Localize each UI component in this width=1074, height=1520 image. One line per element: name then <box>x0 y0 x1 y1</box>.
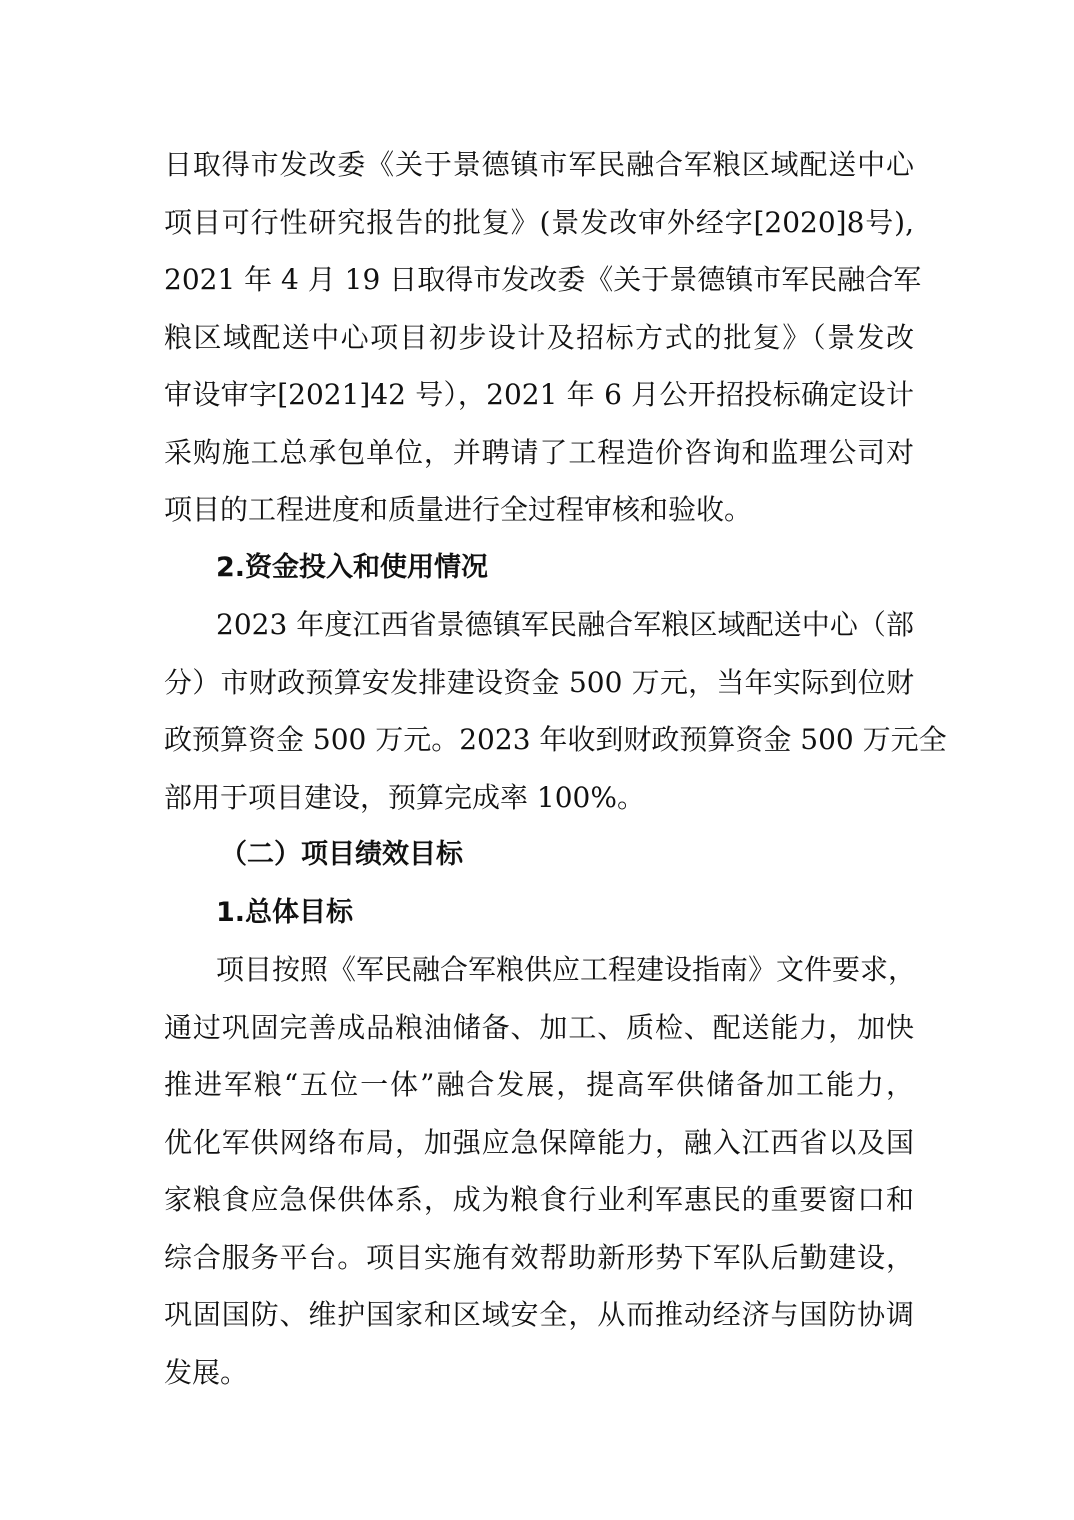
text-line: 巩固国防、维护国家和区域安全，从而推动经济与国防协调 <box>164 1298 914 1331</box>
text-line: 项目可行性研究报告的批复》(景发改审外经字[2020]8号), <box>164 205 914 239</box>
text-line: 发展。 <box>164 1355 249 1389</box>
text-line: 优化军供网络布局，加强应急保障能力，融入江西省以及国 <box>164 1125 914 1159</box>
text-line: 通过巩固完善成品粮油储备、加工、质检、配送能力，加快 <box>164 1010 914 1044</box>
text-line: 项目按照《军民融合军粮供应工程建设指南》文件要求， <box>216 953 917 986</box>
text-line: 审设审字[2021]42 号），2021 年 6 月公开招投标确定设计 <box>164 378 914 411</box>
text-line: 日取得市发改委《关于景德镇市军民融合军粮区域配送中心 <box>164 148 914 181</box>
text-line: 采购施工总承包单位，并聘请了工程造价咨询和监理公司对 <box>164 435 914 469</box>
paragraph-approvals <box>164 136 922 539</box>
text-line: 家粮食应急保供体系，成为粮食行业利军惠民的重要窗口和 <box>164 1183 914 1216</box>
text-line: 分）市财政预算安发排建设资金 500 万元，当年实际到位财 <box>164 665 914 699</box>
text-line: 2021 年 4 月 19 日取得市发改委《关于景德镇市军民融合军 <box>164 263 922 296</box>
text-line: 项目的工程进度和质量进行全过程审核和验收。 <box>164 493 753 526</box>
paragraph-overall-goal <box>164 941 917 1401</box>
text-line: 政预算资金 500 万元。2023 年收到财政预算资金 500 万元全 <box>164 723 947 756</box>
text-line: 推进军粮“五位一体”融合发展，提高军供储备加工能力， <box>164 1068 914 1101</box>
paragraph-funds <box>164 596 947 826</box>
text-line: 2023 年度江西省景德镇军民融合军粮区域配送中心（部 <box>216 608 914 641</box>
text-line: 粮区域配送中心项目初步设计及招标方式的批复》（景发改 <box>164 320 914 354</box>
document-page <box>164 136 947 1401</box>
heading-performance-goals: （二）项目绩效目标 <box>220 839 463 870</box>
heading-overall-goal: 1.总体目标 <box>216 896 354 928</box>
text-line: 部用于项目建设，预算完成率 100%。 <box>164 780 645 814</box>
heading-funds: 2.资金投入和使用情况 <box>216 551 489 583</box>
text-line: 综合服务平台。项目实施有效帮助新形势下军队后勤建设， <box>164 1240 914 1274</box>
